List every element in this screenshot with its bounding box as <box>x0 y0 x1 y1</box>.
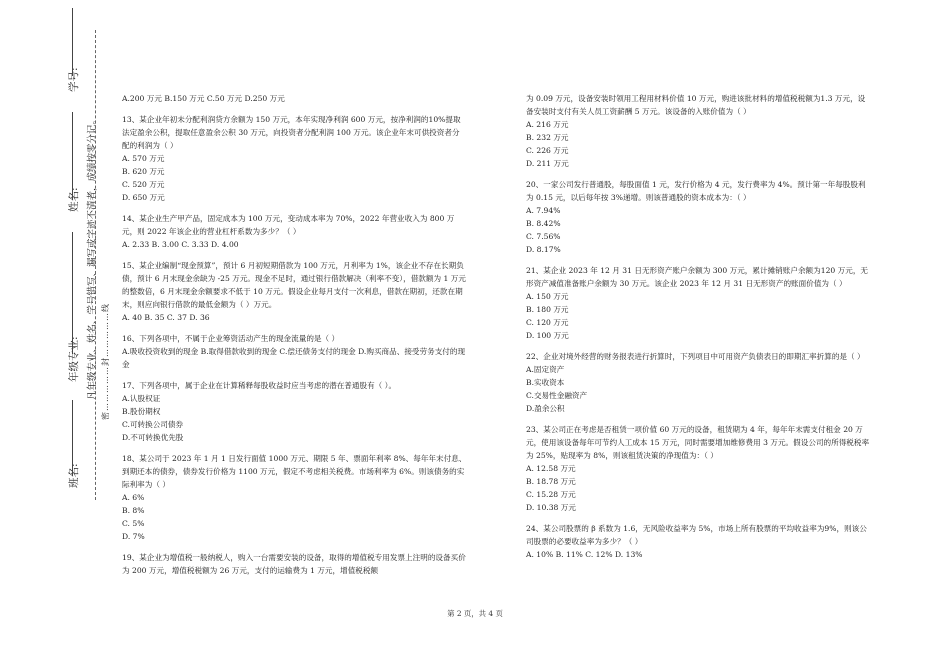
option-line: C. 520 万元 <box>122 180 165 189</box>
question-stem: 15、某企业编制“现金预算”，预计 6 月初短期借款为 100 万元，月利率为 1%，该企业不存在长期负债，预计 6 月末现金余缺为 -25 万元。现金不足时，通过银行借款解决（利率不变），借款额为 1 万元的整数倍，6 月末现金余额要求不低于 10 万元。假设企业每月支付一次利息，借款在期初，还款在期末，则应向银行借款的最低金额为（ ）万元。 <box>122 261 466 309</box>
option-line: A.吸收投资收到的现金 B.取得借款收到的现金 C.偿还债务支付的现金 D.购买商品、接受劳务支付的现金 <box>122 347 466 369</box>
question-18 <box>122 452 467 543</box>
option-line: A.认股权证 <box>122 394 161 403</box>
question-19 <box>122 551 467 577</box>
option-line: B.股份期权 <box>122 407 161 416</box>
option-line: B. 180 万元 <box>526 305 569 314</box>
question-stem: 14、某企业生产甲产品，固定成本为 100 万元，变动成本率为 70%，2022 年营业收入为 800 万元，则 2022 年该企业的营业杠杆系数为多少？（ ） <box>122 214 455 236</box>
question-24 <box>526 522 871 561</box>
seal-dashed-line <box>95 30 96 500</box>
option-line: A. 150 万元 <box>526 292 569 301</box>
question-17 <box>122 379 467 444</box>
option-line: A. 216 万元 <box>526 120 569 129</box>
class-label: 年级专业: <box>68 336 80 382</box>
option-line: B. 8% <box>122 506 145 515</box>
option-line: A.200 万元 B.150 万元 C.50 万元 D.250 万元 <box>122 94 285 103</box>
question-stem: 13、某企业年初未分配利润贷方余额为 150 万元，本年实现净利润 600 万元，按净利润的10%提取法定盈余公积，提取任意盈余公积 30 万元，向投资者分配利润 100 万元。该企业年末可供投资者分配的利润为（ ） <box>122 115 461 150</box>
option-line: C. 5% <box>122 519 145 528</box>
question-23 <box>526 423 871 514</box>
option-line: C. 226 万元 <box>526 146 569 155</box>
option-line: D. 10.38 万元 <box>526 503 576 512</box>
option-line: C. 15.28 万元 <box>526 490 576 499</box>
option-line: C.可转换公司债券 <box>122 420 184 429</box>
question-block <box>122 92 467 105</box>
question-19-continued <box>526 92 871 170</box>
class-line <box>72 232 73 354</box>
question-21 <box>526 264 871 342</box>
student-id-line <box>72 8 73 76</box>
question-stem: 18、某公司于 2023 年 1 月 1 日发行面值 1000 万元、期限 5 年、票面年利率 8%、每年年末付息、到期还本的债券，债券发行价格为 1100 万元，假定不考虑相关税费。市场利率为 6%。则该债务的实际利率为（ ） <box>122 454 467 489</box>
option-line: A. 570 万元 <box>122 154 165 163</box>
option-line: A. 6% <box>122 493 145 502</box>
question-stem: 20、一家公司发行普通股，每股面值 1 元，发行价格为 4 元，发行费率为 4%。预计第一年每股股利为 0.15 元，以后每年按 3%递增。则该普通股的资本成本为：（ ） <box>526 180 866 202</box>
option-line: A.固定资产 <box>526 365 565 374</box>
option-line: C. 7.56% <box>526 232 561 241</box>
question-stem: 17、下列各项中，属于企业在计算稀释每股收益时应当考虑的潜在普通股有（ ）。 <box>122 381 397 390</box>
option-line: A. 7.94% <box>526 206 561 215</box>
option-line: A. 10% B. 11% C. 12% D. 13% <box>526 550 643 559</box>
option-line: D. 211 万元 <box>526 159 569 168</box>
option-line: B. 8.42% <box>526 219 561 228</box>
option-line: A. 12.58 万元 <box>526 464 576 473</box>
option-line: A. 2.33 B. 3.00 C. 3.33 D. 4.00 <box>122 240 239 249</box>
question-stem: 为 0.09 万元，设备安装时领用工程用材料价值 10 万元，购进该批材料的增值税税额为1.3 万元，设备安装时支付有关人员工资薪酬 5 万元。该设备的入账价值为（ ） <box>526 94 866 116</box>
question-16 <box>122 332 467 371</box>
question-15 <box>122 259 467 324</box>
question-stem: 16、下列各项中，不属于企业筹资活动产生的现金流量的是（ ） <box>122 334 340 343</box>
question-stem: 22、企业对境外经营的财务报表进行折算时，下列项目中可用资产负债表日的即期汇率折算的是（ ） <box>526 352 865 361</box>
student-id-label: 学号: <box>68 67 80 92</box>
option-line: D.盈余公积 <box>526 404 565 413</box>
seat-line <box>72 400 73 476</box>
option-line: A. 40 B. 35 C. 37 D. 36 <box>122 313 210 322</box>
question-stem: 21、某企业 2023 年 12 月 31 日无形资产账户余额为 300 万元，累计摊销账户余额为120 万元，无形资产减值准备账户余额为 30 万元。该企业 2023 年 12 月 31 日无形资产的账面价值为（ ） <box>526 266 869 288</box>
option-line: D. 650 万元 <box>122 193 165 202</box>
option-line: B. 232 万元 <box>526 133 569 142</box>
page-footer: 第 2 页，共 4 页 <box>447 609 503 618</box>
question-stem: 23、某公司正在考虑是否租赁一项价值 60 万元的设备，租赁期为 4 年，每年年末需支付租金 20 万元，使用该设备每年可节约人工成本 15 万元，同时需要增加维修费用 3 万元。假设公司的所得税税率为 25%，贴现率为 8%，则该租赁决策的净现值为：（ ） <box>526 425 870 460</box>
option-line: D. 8.17% <box>526 245 561 254</box>
question-20 <box>526 178 871 256</box>
option-line: D. 100 万元 <box>526 331 569 340</box>
option-line: C. 120 万元 <box>526 318 569 327</box>
name-line <box>72 112 73 200</box>
seal-line-text: 密……………封……………线 <box>101 303 110 420</box>
option-line: B. 620 万元 <box>122 167 165 176</box>
option-line: B.实收资本 <box>526 378 565 387</box>
option-line: C.交易性金融资产 <box>526 391 588 400</box>
question-stem: 19、某企业为增值税一般纳税人，购入一台需要安装的设备，取得的增值税专用发票上注明的设备买价为 200 万元，增值税税额为 26 万元，支付的运输费为 1 万元，增值税税额 <box>122 553 466 575</box>
left-column <box>122 92 467 585</box>
question-22 <box>526 350 871 415</box>
option-line: B. 18.78 万元 <box>526 477 576 486</box>
seat-label: 班名: <box>68 463 80 488</box>
question-13 <box>122 113 467 204</box>
option-line: D.不可转换优先股 <box>122 433 184 442</box>
question-stem: 24、某公司股票的 β 系数为 1.6，无风险收益率为 5%，市场上所有股票的平均收益率为9%，则该公司股票的必要收益率为多少？（ ） <box>526 524 867 546</box>
margin-instruction: 凡年级专业、姓名、学号错写、漏写或字迹不清者，成绩按零分记。 <box>87 114 98 400</box>
right-column <box>526 92 871 569</box>
binding-margin <box>0 0 118 672</box>
option-line: D. 7% <box>122 532 145 541</box>
name-label: 姓名: <box>68 187 80 212</box>
question-14 <box>122 212 467 251</box>
